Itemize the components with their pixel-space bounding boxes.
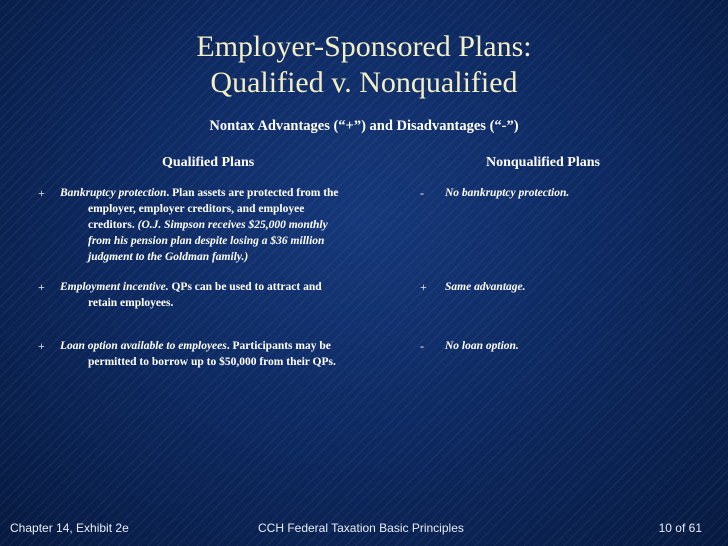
point-lead: Bankruptcy protection (60, 187, 167, 199)
point-note: from his pension plan despite losing a $36 million (88, 235, 325, 247)
qualified-point (60, 279, 408, 311)
point-text: . Participants may be (226, 340, 331, 352)
nonqualified-sign: - (420, 186, 424, 200)
point-note: judgment to the Goldman family.) (88, 251, 249, 263)
nonqualified-point: No bankruptcy protection. (445, 187, 570, 199)
column-header-nonqualified: Nonqualified Plans (486, 155, 600, 170)
qualified-point (60, 185, 408, 265)
nonqualified-point: Same advantage. (445, 281, 526, 293)
nonqualified-point: No loan option. (445, 340, 519, 352)
qualified-sign: + (38, 280, 45, 294)
point-text: . Plan assets are protected from the (166, 187, 339, 199)
nonqualified-sign: - (420, 339, 424, 353)
point-continuation: employer, employer creditors, and employee (88, 203, 305, 215)
point-continuation: retain employees. (88, 297, 174, 309)
point-text: creditors. (88, 219, 135, 231)
point-text: QPs can be used to attract and (168, 281, 322, 293)
point-lead: Loan option available to employees (60, 340, 227, 352)
point-lead: Employment incentive. (60, 281, 169, 293)
nonqualified-sign: + (420, 280, 427, 294)
slide-title-line1: Employer-Sponsored Plans: (196, 30, 532, 63)
qualified-sign: + (38, 339, 45, 353)
point-continuation: permitted to borrow up to $50,000 from their QPs. (88, 356, 336, 368)
slide-title-line2: Qualified v. Nonqualified (210, 66, 518, 99)
point-note: (O.J. Simpson receives $25,000 monthly (137, 219, 328, 231)
footer-book-title: CCH Federal Taxation Basic Principles (258, 521, 464, 535)
qualified-point (60, 338, 408, 370)
slide-subtitle: Nontax Advantages (“+”) and Disadvantages (“-”) (209, 118, 519, 134)
qualified-sign: + (38, 186, 45, 200)
column-header-qualified: Qualified Plans (162, 155, 255, 170)
point-continuation (60, 217, 408, 233)
footer-page-number: 10 of 61 (658, 521, 702, 535)
footer-chapter-label: Chapter 14, Exhibit 2e (10, 521, 129, 535)
